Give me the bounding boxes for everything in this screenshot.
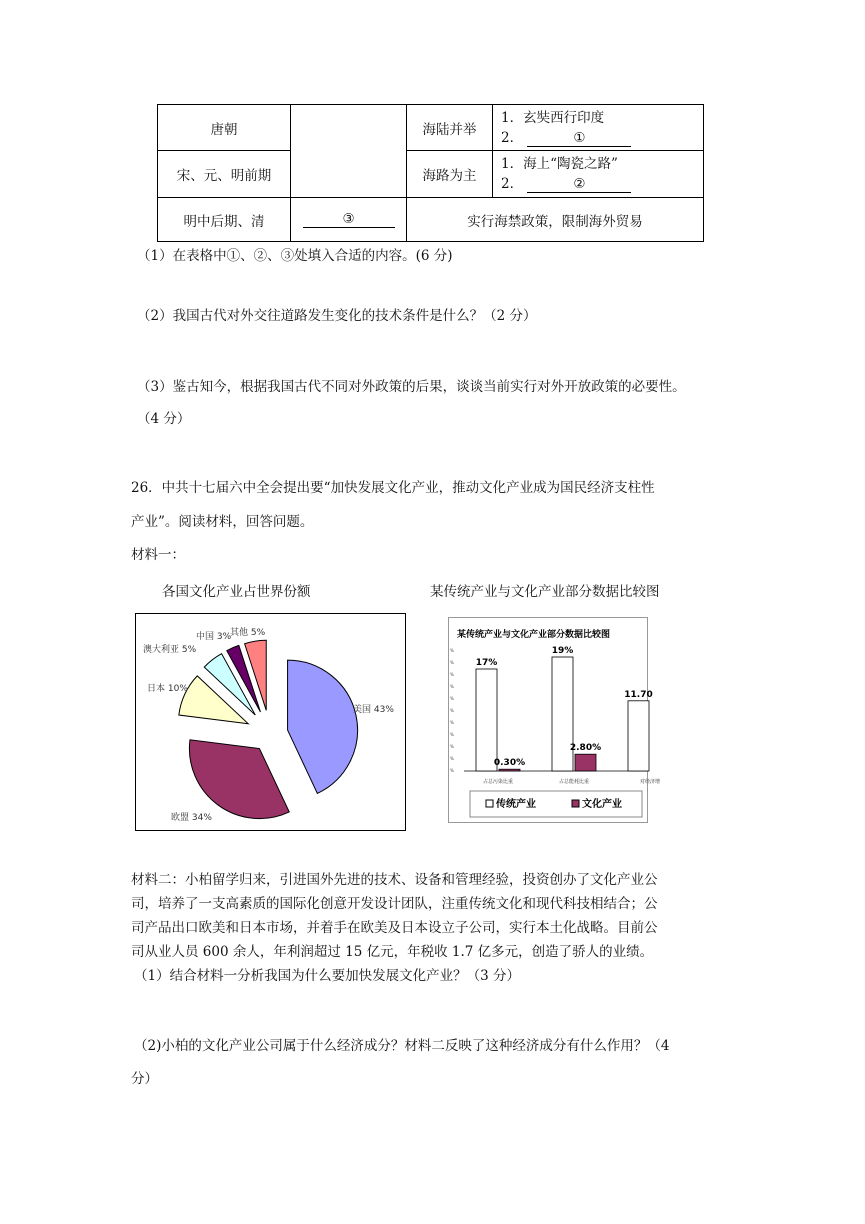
material2-line: 司产品出口欧美和日本市场，并着手在欧美及日本设立子公司，实行本土化战略。目前公 [131, 920, 658, 936]
cell-blank-3 [291, 198, 407, 242]
pie-label-china: 中国 3% [196, 632, 232, 642]
y-tick-label: % [450, 720, 454, 725]
material2-line: 司，培养了一支高素质的国际化创意开发设计团队，注重传统文化和现代科技相结合；公 [131, 896, 658, 912]
pie-label-japan: 日本 10% [147, 684, 188, 694]
blank-1: ① [527, 130, 631, 147]
bar-traditional [628, 701, 649, 771]
bar-data-label: 17% [475, 658, 498, 668]
legend-swatch-culture [572, 800, 579, 807]
x-category-label: 对经济增 [639, 779, 661, 785]
bar-traditional [476, 669, 497, 771]
question-25-3-score: （4 分） [137, 411, 191, 427]
bar-culture [575, 754, 596, 771]
chart2-caption: 某传统产业与文化产业部分数据比较图 [430, 584, 660, 600]
y-tick-label: % [450, 768, 454, 773]
legend-label-traditional: 传统产业 [496, 799, 536, 810]
y-tick-label: % [450, 708, 454, 713]
pie-chart [135, 613, 407, 832]
y-tick-label: % [450, 684, 454, 689]
legend-label-culture: 文化产业 [582, 799, 622, 810]
q26-line2: 产业”。阅读材料，回答问题。 [131, 514, 314, 530]
pie-label-usa: 美国 43% [353, 705, 394, 715]
history-table [157, 104, 704, 242]
bar-traditional [552, 657, 573, 771]
item-text: 1．海上“陶瓷之路” [501, 156, 618, 172]
cell-items-1 [493, 105, 704, 151]
item-blank-line [493, 174, 703, 194]
y-tick-label: % [450, 744, 454, 749]
pie-label-eu: 欧盟 34% [171, 813, 212, 823]
y-tick-label: % [450, 732, 454, 737]
q26-sub-2: （2)小柏的文化产业公司属于什么经济成分？材料二反映了这种经济成分有什么作用？（4 [134, 1038, 670, 1054]
question-25-2: （2）我国古代对外交往道路发生变化的技术条件是什么？（2 分） [137, 308, 537, 324]
cell-route-2: 海路为主 [407, 151, 493, 198]
x-category-label: 占总污染比重 [482, 779, 514, 785]
bar-data-label: 11.70 [624, 689, 653, 700]
material1-label: 材料一： [131, 547, 185, 563]
question-25-1: （1）在表格中①、②、③处填入合适的内容。(6 分) [137, 248, 453, 264]
cell-policy: 实行海禁政策，限制海外贸易 [407, 198, 704, 242]
blank-2: ② [527, 176, 631, 193]
bar-data-label: 2.80% [569, 743, 602, 754]
bar-culture [499, 769, 520, 771]
cell-items-2 [493, 151, 704, 198]
item-blank-line [493, 128, 703, 148]
item-prefix: 2． [501, 176, 524, 192]
cell-route-1: 海陆并举 [407, 105, 493, 151]
legend-swatch-traditional [486, 800, 493, 807]
blank-3: ③ [303, 211, 395, 228]
y-tick-label: % [450, 660, 454, 665]
chart1-caption: 各国文化产业占世界份额 [162, 584, 311, 600]
bar-chart-title: 某传统产业与文化产业部分数据比较图 [457, 630, 611, 640]
bar-data-label: 0.30% [493, 758, 526, 769]
pie-label-other: 其他 5% [230, 628, 266, 638]
material2-line: 司从业人员 600 余人，年利润超过 15 亿元，年税收 1.7 亿多元，创造了骄人的业绩。 [131, 944, 654, 960]
q26-line1: 26．中共十七届六中全会提出要“加快发展文化产业，推动文化产业成为国民经济支柱性 [131, 480, 655, 496]
material2-line: 材料二：小柏留学归来，引进国外先进的技术、设备和管理经验，投资创办了文化产业公 [131, 872, 658, 888]
cell-empty [291, 105, 407, 198]
y-tick-label: % [450, 648, 454, 653]
material2 [131, 868, 731, 964]
x-category-label: 占总能耗比重 [558, 779, 590, 785]
question-25-3: （3）鉴古知今，根据我国古代不同对外政策的后果，谈谈当前实行对外开放政策的必要性。 [137, 379, 686, 395]
cell-dynasty-1: 唐朝 [158, 105, 291, 151]
cell-dynasty-2: 宋、元、明前期 [158, 151, 291, 198]
y-tick-label: % [450, 672, 454, 677]
item-text: 1．玄奘西行印度 [501, 109, 605, 126]
q26-sub-1: （1）结合材料一分析我国为什么要加快发展文化产业？（3 分） [134, 968, 520, 984]
pie-label-australia: 澳大利亚 5% [143, 645, 197, 655]
y-tick-label: % [450, 756, 454, 761]
item-prefix: 2． [501, 129, 524, 146]
q26-sub-2-cont: 分） [131, 1071, 158, 1087]
bar-chart [448, 617, 661, 823]
y-tick-label: % [450, 696, 454, 701]
cell-dynasty-3: 明中后期、清 [158, 198, 291, 242]
bar-data-label: 19% [551, 646, 574, 656]
